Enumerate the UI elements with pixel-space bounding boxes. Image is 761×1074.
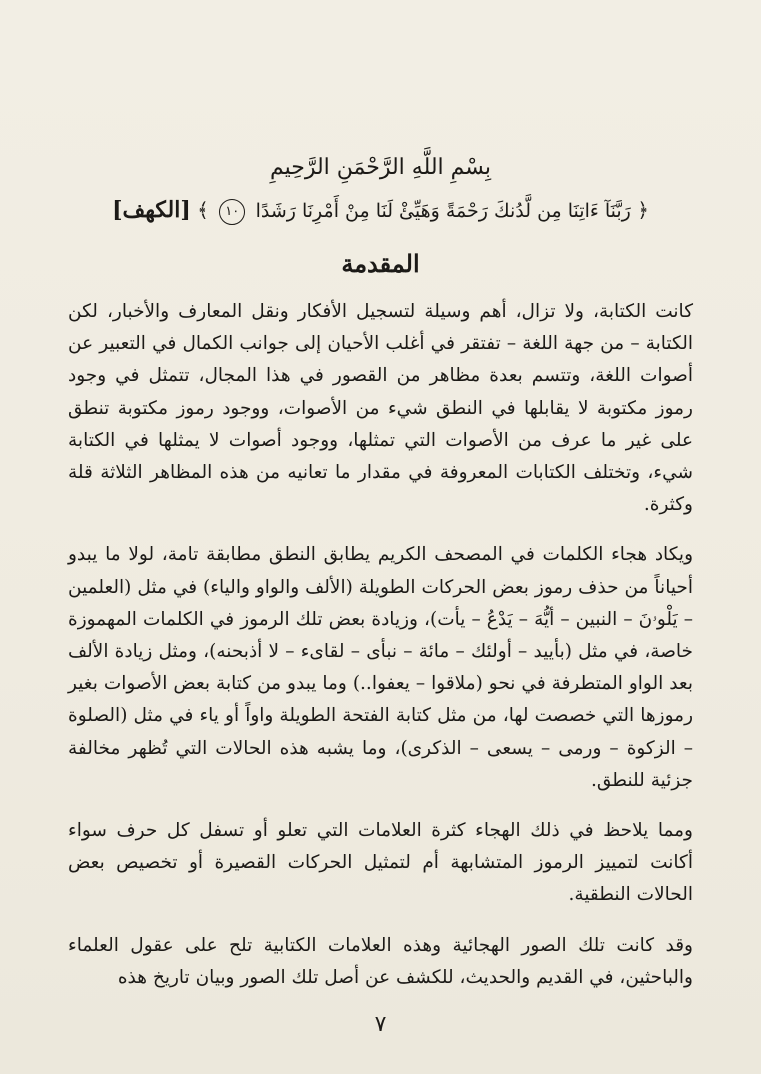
paragraph-1: كانت الكتابة، ولا تزال، أهم وسيلة لتسجيل الأفكار ونقل المعارف والأخبار، لكن الكتابة – من جهة اللغة – تفتقر في أغلب الأحيان إلى جوانب الكمال في التعبير عن أصوات اللغة، وتتسم بعدة مظاهر من القصور في هذا المجال، تتمثل في وجود رموز مكتوبة لا يقابلها في النطق شيء من الأصوات، ووجود رموز مكتوبة تنطق على غير ما عرف من الأصوات التي تمثلها، ووجود أصوات لا يمثلها في الكتابة شيء، وتختلف الكتابات المعروفة في مقدار ما تعانيه من هذه المظاهر الثلاثة قلة وكثرة. bbox=[68, 301, 693, 516]
verse-number-marker: ١٠ bbox=[219, 199, 245, 225]
paragraph-4: وقد كانت تلك الصور الهجائية وهذه العلامات الكتابية تلح على عقول العلماء والباحثين، في القديم والحديث، للكشف عن أصل تلك الصور وبيان تاريخ هذه bbox=[68, 934, 693, 988]
paragraph-3: ومما يلاحظ في ذلك الهجاء كثرة العلامات التي تعلو أو تسفل كل حرف سواء أكانت لتمييز الرموز المتشابهة أم لتمثيل الحركات القصيرة أو تخصيص بعض الحالات النطقية. bbox=[68, 820, 693, 906]
basmala: بِسْمِ اللَّهِ الرَّحْمَنِ الرَّحِيمِ bbox=[269, 155, 492, 180]
body-text bbox=[68, 296, 693, 1012]
verse-close-bracket: ﴾ bbox=[197, 198, 209, 222]
verse-text: رَبَّنَآ ءَاتِنَا مِن لَّدُنكَ رَحْمَةً وَهَيِّئْ لَنَا مِنْ أَمْرِنَا رَشَدًا bbox=[255, 200, 631, 222]
page-number: ٧ bbox=[374, 1012, 387, 1037]
verse-open-bracket: ﴿ bbox=[637, 198, 649, 222]
quran-verse bbox=[70, 192, 691, 229]
surah-name: [الكهف] bbox=[112, 197, 191, 223]
section-heading: المقدمة bbox=[341, 249, 420, 278]
paragraph-2: ويكاد هجاء الكلمات في المصحف الكريم يطابق النطق مطابقة تامة، لولا ما يبدو أحياناً من حذف رموز بعض الحركات الطويلة (الألف والواو والياء) في مثل (العلمين – يَلْوۥنَ – النبين – أيُّهَ – يَدْعُ – يأت)، وزيادة بعض تلك الرموز في الكلمات المهموزة خاصة، في مثل (بأييد – أولئك – مائة – نبأى – لقاىء – لا أذبحنه)، ومثل زيادة الألف بعد الواو المتطرفة في نحو (ملاقوا – يعفوا..) وما يبدو من كتابة بعض الأصوات بغير رموزها التي خصصت لها، من مثل كتابة الفتحة الطويلة واواً أو ياء في مثل (الصلوة – الزكوة – ورمى – يسعى – الذكرى)، وما يشبه هذه الحالات التي تُظهر مخالفة جزئية للنطق. bbox=[68, 544, 693, 791]
